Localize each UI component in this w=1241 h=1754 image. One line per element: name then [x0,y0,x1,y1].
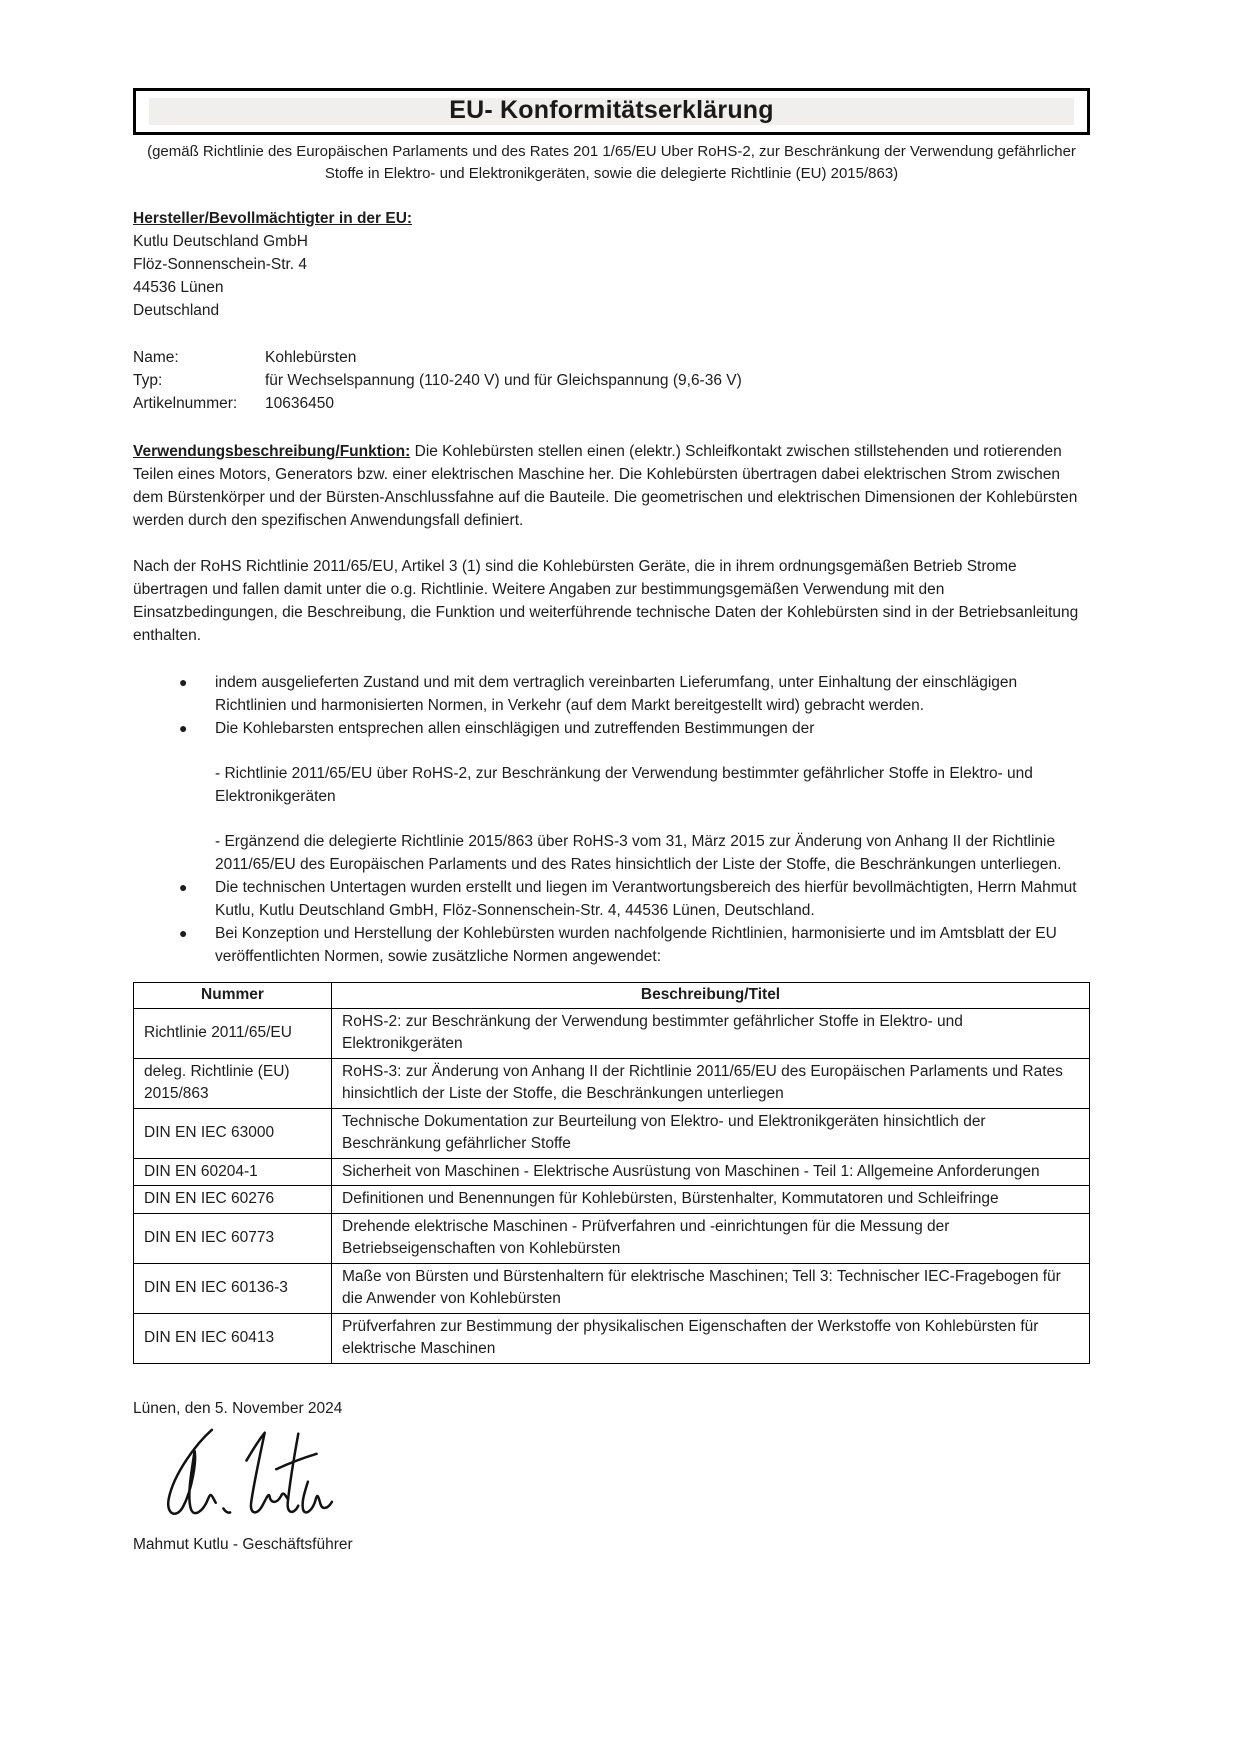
bullet-text: Die technischen Untertagen wurden erstellt und liegen im Verantwortungsbereich des hierfür bevollmächtigten, Herrn Mahmut Kutlu, Kutlu Deutschland GmbH, Flöz-Sonnenschein-Str. 4, 44536 Lünen, Deutschland. [215,879,1077,919]
usage-text: Die Kohlebürsten stellen einen (elektr.) Schleifkontakt zwischen stillstehenden und rotierenden Teilen eines Motors, Generators bzw. einer elektrischen Maschine her. Die Kohlebürsten übertragen dabei elektrischen Strom zwischen dem Bürstenkörper und der Bürsten-Anschlussfahne auf die Bauteile. Die geometrischen und elektrischen Dimensionen der Kohlebürsten werden durch den spezifischen Anwendungsfall definiert. [133,443,1078,529]
norm-number: DIN EN IEC 60413 [134,1313,332,1363]
bullet-item-norms-applied [133,922,1090,968]
document-content [133,88,1090,1556]
manufacturer-name: Kutlu Deutschland GmbH [133,233,308,250]
table-row [134,1263,1090,1313]
bullet-sub-ergaenzend: - Ergänzend die delegierte Richtlinie 2015/863 über RoHS-3 vom 31, März 2015 zur Änderung von Anhang II der Richtlinie 2011/65/EU des Europäischen Parlaments und des Rates hinsichtlich der Liste der Stoffe, die Beschränkungen unterliegen. [215,833,1062,873]
norm-description: RoHS-3: zur Änderung von Anhang II der Richtlinie 2011/65/EU des Europäischen Parlaments und Rates hinsichtlich der Liste der Stoffe, die Beschränkungen unterliegen [332,1058,1090,1108]
norm-description: Sicherheit von Maschinen - Elektrische Ausrüstung von Maschinen - Teil 1: Allgemeine Anforderungen [332,1158,1090,1186]
manufacturer-section [133,207,1090,322]
product-type-value: für Wechselspannung (110-240 V) und für Gleichspannung (9,6-36 V) [265,372,742,389]
table-header-row [134,983,1090,1009]
norms-table [133,982,1090,1364]
manufacturer-country: Deutschland [133,302,220,319]
norm-number: DIN EN IEC 63000 [134,1108,332,1158]
bullet-item-technical-docs [133,876,1090,922]
bullet-icon: ● [179,674,188,690]
norm-number: DIN EN IEC 60276 [134,1186,332,1214]
product-name-value: Kohlebürsten [265,349,357,366]
table-header-nummer: Nummer [134,983,332,1009]
usage-paragraph [133,440,1090,532]
table-row [134,1313,1090,1363]
place-date: Lünen, den 5. November 2024 [133,1399,343,1417]
norm-number: DIN EN 60204-1 [134,1158,332,1186]
manufacturer-city: 44536 Lünen [133,279,224,296]
norm-description: Prüfverfahren zur Bestimmung der physikalischen Eigenschaften der Werkstoffe von Kohlebürsten für elektrische Maschinen [332,1313,1090,1363]
title-strip [149,98,1074,125]
conformity-bullet-list [133,671,1090,968]
bullet-icon: ● [179,879,188,895]
bullet-item-delivery [133,671,1090,717]
bullet-icon: ● [179,925,188,941]
title-subtitle: (gemäß Richtlinie des Europäischen Parlaments und des Rates 201 1/65/EU Uber RoHS-2, zur Beschränkung der Verwendung gefährlicher Stoffe in Elektro- und Elektronikgeräten, sowie die delegierte Richtlinie (EU) 2015/863) [147,143,1076,182]
product-name-label: Name: [133,349,179,366]
bullet-item-provisions [133,717,1090,876]
manufacturer-heading: Hersteller/Bevollmächtigter in der EU: [133,210,413,227]
bullet-text: Die Kohlebarsten entsprechen allen einschlägigen und zutreffenden Bestimmungen der [215,720,815,737]
signature [153,1426,1090,1529]
norm-number: deleg. Richtlinie (EU) 2015/863 [134,1058,332,1108]
bullet-icon: ● [179,720,188,736]
table-row [134,1058,1090,1108]
norm-description: RoHS-2: zur Beschränkung der Verwendung bestimmter gefährlicher Stoffe in Elektro- und Elektronikgeräten [332,1008,1090,1058]
handwritten-signature-image [153,1426,338,1522]
table-row [134,1008,1090,1058]
bullet-sub-richtlinie: - Richtlinie 2011/65/EU über RoHS-2, zur Beschränkung der Verwendung bestimmter gefährlicher Stoffe in Elektro- und Elektronikgeräten [215,765,1033,805]
product-articlenumber-row [133,392,1090,415]
bullet-text: indem ausgelieferten Zustand und mit dem vertraglich vereinbarten Lieferumfang, unter Einhaltung der einschlägigen Richtlinien und harmonisierten Normen, in Verkehr (auf dem Markt bereitgestellt wird) gebracht werden. [215,674,1018,714]
norm-number: Richtlinie 2011/65/EU [134,1008,332,1058]
bullet-text: Bei Konzeption und Herstellung der Kohlebürsten wurden nachfolgende Richtlinien, harmonisierte und im Amtsblatt der EU veröffentlichten Normen, sowie zusätzliche Normen angewendet: [215,925,1057,965]
norm-description: Technische Dokumentation zur Beurteilung von Elektro- und Elektronikgeräten hinsichtlich der Beschränkung gefährlicher Stoffe [332,1108,1090,1158]
product-info [133,346,1090,415]
table-row [134,1213,1090,1263]
title-box [133,88,1090,135]
manufacturer-street: Flöz-Sonnenschein-Str. 4 [133,256,308,273]
norm-description: Drehende elektrische Maschinen - Prüfverfahren und -einrichtungen für die Messung der Betriebseigenschaften von Kohlebürsten [332,1213,1090,1263]
norm-number: DIN EN IEC 60136-3 [134,1263,332,1313]
norm-description: Maße von Bürsten und Bürstenhaltern für elektrische Maschinen; Tell 3: Technischer IEC-Fragebogen für die Anwender von Kohlebürsten [332,1263,1090,1313]
norm-description: Definitionen und Benennungen für Kohlebürsten, Bürstenhalter, Kommutatoren und Schleifringe [332,1186,1090,1214]
footer-section [133,1397,1090,1556]
table-row [134,1108,1090,1158]
table-row [134,1186,1090,1214]
table-row [134,1158,1090,1186]
page-title: EU- Konformitätserklärung [449,96,774,124]
product-type-row [133,369,1090,392]
product-name-row [133,346,1090,369]
signatory-name: Mahmut Kutlu - Geschäftsführer [133,1535,353,1553]
product-articlenumber-value: 10636450 [265,395,334,412]
rohs-paragraph: Nach der RoHS Richtlinie 2011/65/EU, Artikel 3 (1) sind die Kohlebürsten Geräte, die in ihrem ordnungsgemäßen Betrieb Strome übertragen und fallen damit unter die o.g. Richtlinie. Weitere Angaben zur bestimmungsgemäßen Verwendung mit den Einsatzbedingungen, die Beschreibung, die Funktion und weiterführende technische Daten der Kohlebürsten sind in der Betriebsanleitung enthalten. [133,558,1079,644]
product-articlenumber-label: Artikelnummer: [133,395,238,412]
product-type-label: Typ: [133,372,163,389]
norm-number: DIN EN IEC 60773 [134,1213,332,1263]
usage-heading: Verwendungsbeschreibung/Funktion: [133,443,411,460]
table-header-beschreibung: Beschreibung/Titel [332,983,1090,1009]
